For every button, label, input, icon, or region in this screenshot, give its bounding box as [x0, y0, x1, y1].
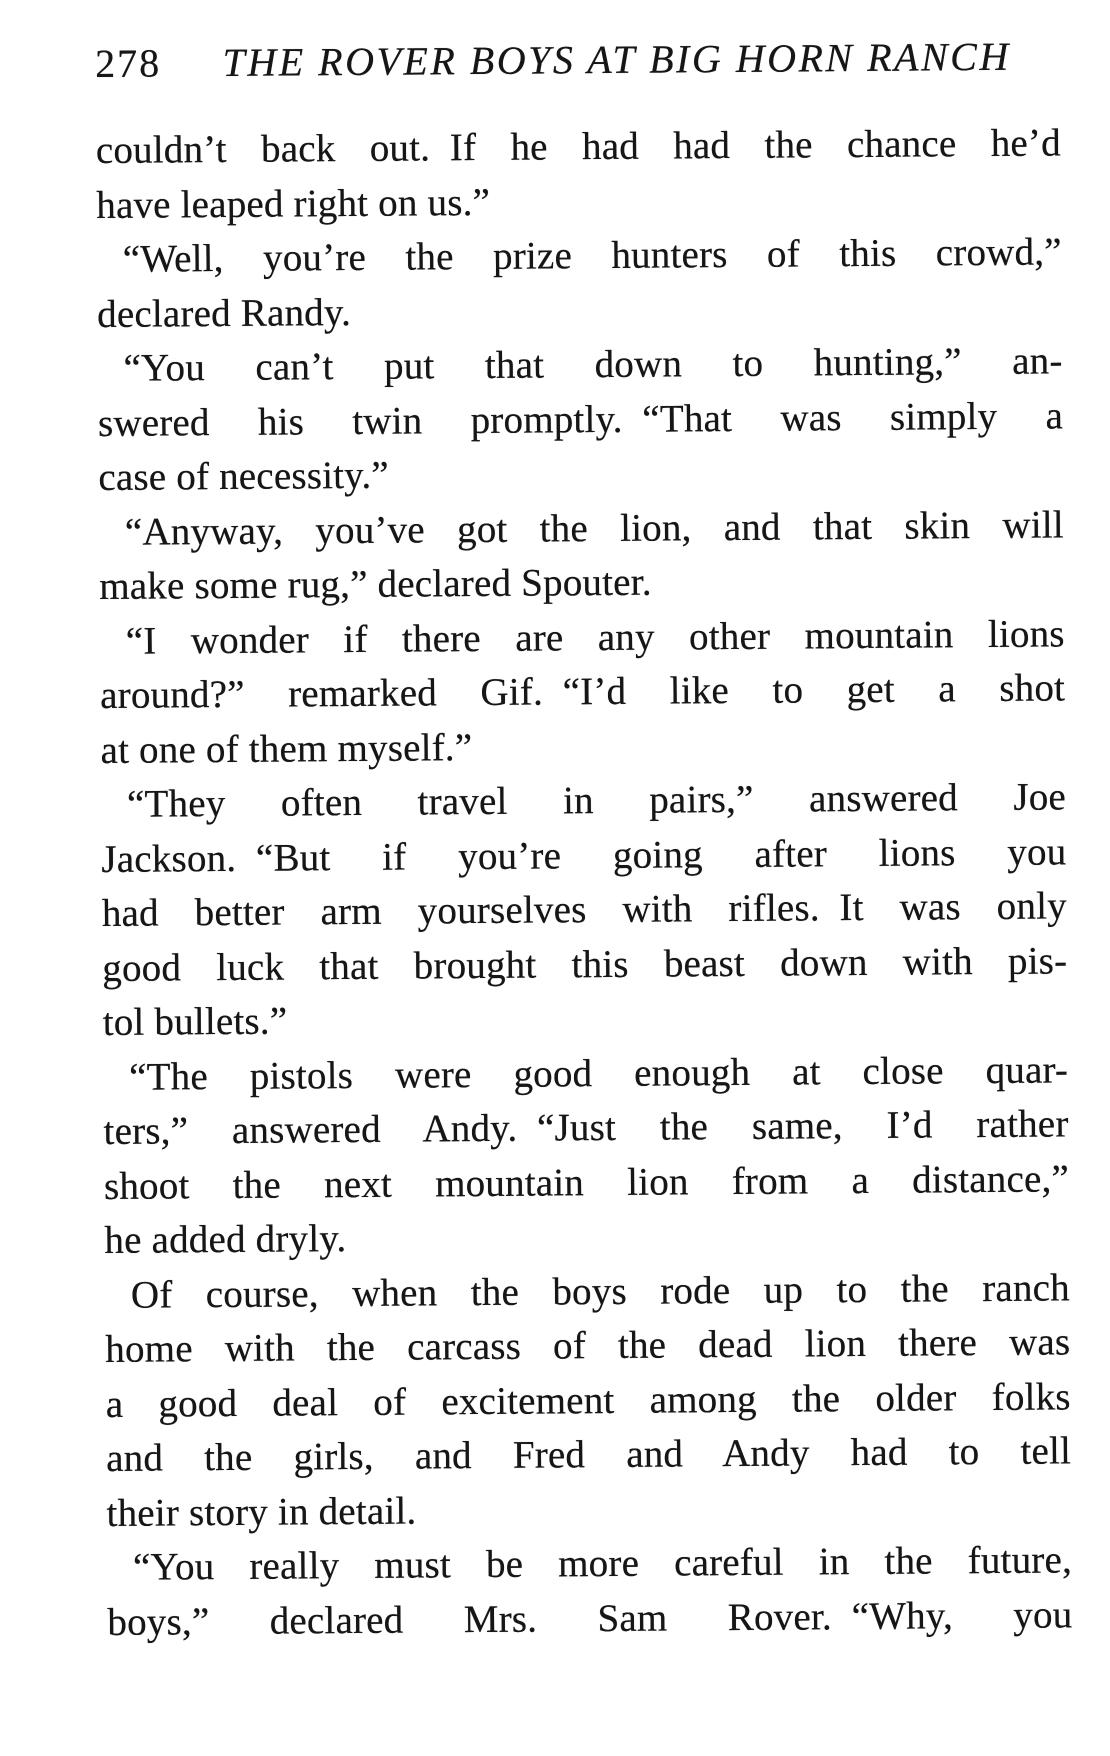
page-body — [96, 116, 1073, 1650]
text-line: “You can’t put that down to hunting,” an- — [123, 339, 1063, 390]
text-line: declared Randy. — [96, 290, 352, 336]
text-line: “I wonder if there are any other mountain lions — [125, 611, 1065, 663]
text-line: shoot the next mountain lion from a distance,” — [103, 1156, 1070, 1208]
paragraph — [97, 225, 1063, 342]
text-line: he added dryly. — [104, 1217, 347, 1262]
text-line: tol bullets.” — [102, 999, 288, 1044]
text-line: Jackson. “But if you’re going after lions you — [101, 829, 1067, 881]
page-number: 278 — [95, 40, 162, 86]
text-line: “Anyway, you’ve got the lion, and that skin will — [124, 502, 1065, 554]
paragraph — [101, 770, 1068, 1050]
text-line: boys,” declared Mrs. Sam Rover. “Why, you — [107, 1592, 1073, 1644]
running-title: THE ROVER BOYS AT BIG HORN RANCH — [222, 33, 1011, 85]
text-line: ters,” answered Andy. “Just the same, I’d rather — [103, 1102, 1069, 1153]
text-line: around?” remarked Gif. “I’d like to get a shot — [99, 666, 1066, 717]
paragraph — [105, 1261, 1072, 1541]
text-line: couldn’t back out. If he had had the chance he’d — [95, 121, 1062, 172]
text-line: case of necessity.” — [98, 453, 389, 499]
text-line: had better arm yourselves with rifles. It was only — [101, 884, 1067, 935]
text-line: swered his twin promptly. “That was simply a — [97, 393, 1064, 445]
scanned-sheet — [95, 32, 1073, 1650]
text-line: and the girls, and Fred and Andy had to tell — [105, 1429, 1072, 1480]
text-line: good luck that brought this beast down with pis- — [102, 938, 1068, 990]
text-line: “You really must be more careful in the future, — [132, 1538, 1073, 1589]
text-line: their story in detail. — [106, 1489, 417, 1535]
text-line: Of course, when the boys rode up to the ranch — [130, 1265, 1070, 1317]
text-line: “Well, you’re the prize hunters of this crowd,” — [122, 230, 1062, 281]
text-line: “They often travel in pairs,” answered Joe — [126, 775, 1067, 826]
text-line: make some rug,” declared Spouter. — [99, 560, 652, 608]
text-line: have leaped right on us.” — [96, 180, 491, 227]
paragraph — [97, 334, 1063, 505]
paragraph — [99, 498, 1065, 615]
page-header — [95, 32, 1060, 98]
text-line: a good deal of excitement among the older folks — [105, 1374, 1071, 1426]
paragraph — [103, 1043, 1070, 1269]
text-line: home with the carcass of the dead lion there was — [105, 1320, 1071, 1371]
paragraph — [107, 1533, 1073, 1650]
text-line: at one of them myself.” — [100, 725, 473, 772]
paragraph — [100, 607, 1066, 778]
paragraph — [96, 116, 1062, 233]
text-line: “The pistols were good enough at close quar- — [128, 1047, 1069, 1099]
